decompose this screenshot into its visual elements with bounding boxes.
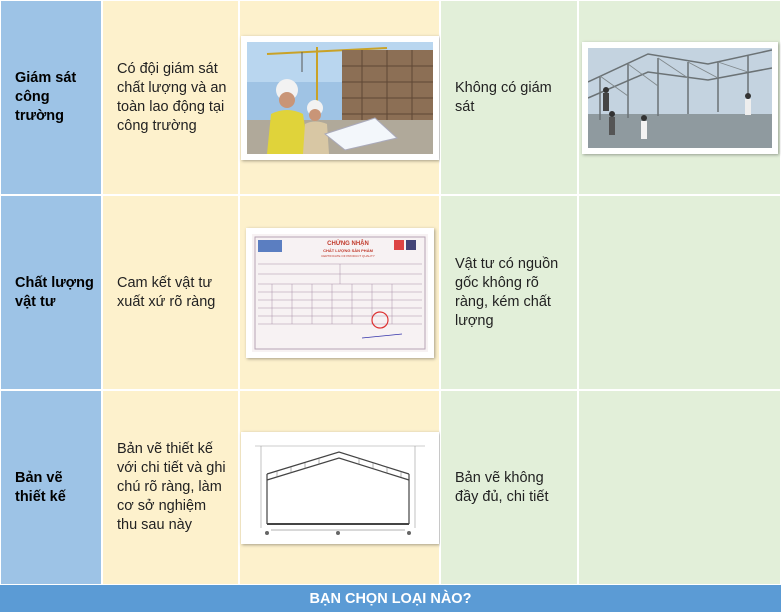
row-header-site-supervision bbox=[0, 0, 102, 195]
good-practice-text: Bản vẽ thiết kế với chi tiết và ghi chú rõ ràng, làm cơ sở nghiệm thu sau này bbox=[117, 441, 226, 533]
quality-certificate-photo bbox=[246, 228, 434, 358]
bad-practice-text-cell bbox=[440, 0, 578, 195]
good-practice-text-cell bbox=[102, 0, 239, 195]
bad-practice-text: Bản vẽ không đầy đủ, chi tiết bbox=[455, 469, 549, 505]
bad-practice-image-cell bbox=[578, 0, 781, 195]
bad-practice-image-cell bbox=[578, 390, 781, 585]
good-practice-image-cell bbox=[239, 390, 440, 585]
bad-practice-text: Vật tư có nguồn gốc không rõ ràng, kém chất lượng bbox=[455, 255, 559, 329]
steel-frame-drawing bbox=[241, 432, 439, 544]
certificate-subtitle-en: CERTIFICATE OF PRODUCT QUALITY bbox=[320, 253, 375, 258]
good-practice-text-cell bbox=[102, 390, 239, 585]
footer-question-bar bbox=[0, 585, 781, 612]
row-label: Bản vẽ thiết kế bbox=[15, 469, 66, 505]
row-header-design-drawing bbox=[0, 390, 102, 585]
construction-supervisors-photo bbox=[241, 36, 439, 160]
good-practice-image-cell bbox=[239, 195, 440, 390]
bad-practice-text: Không có giám sát bbox=[455, 79, 552, 115]
row-label: Chất lượng vật tư bbox=[15, 274, 94, 310]
row-header-material-quality bbox=[0, 195, 102, 390]
bad-practice-image-cell bbox=[578, 195, 781, 390]
row-label: Giám sát công trường bbox=[15, 70, 77, 124]
good-practice-text-cell bbox=[102, 195, 239, 390]
good-practice-text: Cam kết vật tư xuất xứ rõ ràng bbox=[117, 274, 216, 310]
bad-practice-text-cell bbox=[440, 195, 578, 390]
footer-question: BẠN CHỌN LOẠI NÀO? bbox=[309, 590, 472, 607]
certificate-title: CHỨNG NHẬN bbox=[326, 240, 369, 247]
good-practice-image-cell bbox=[239, 0, 440, 195]
unsupervised-steel-frame-photo bbox=[582, 42, 778, 154]
bad-practice-text-cell bbox=[440, 390, 578, 585]
certificate-subtitle: CHẤT LƯỢNG SẢN PHẨM bbox=[322, 247, 373, 253]
good-practice-text: Có đội giám sát chất lượng và an toàn lao động tại công trường bbox=[117, 60, 227, 134]
